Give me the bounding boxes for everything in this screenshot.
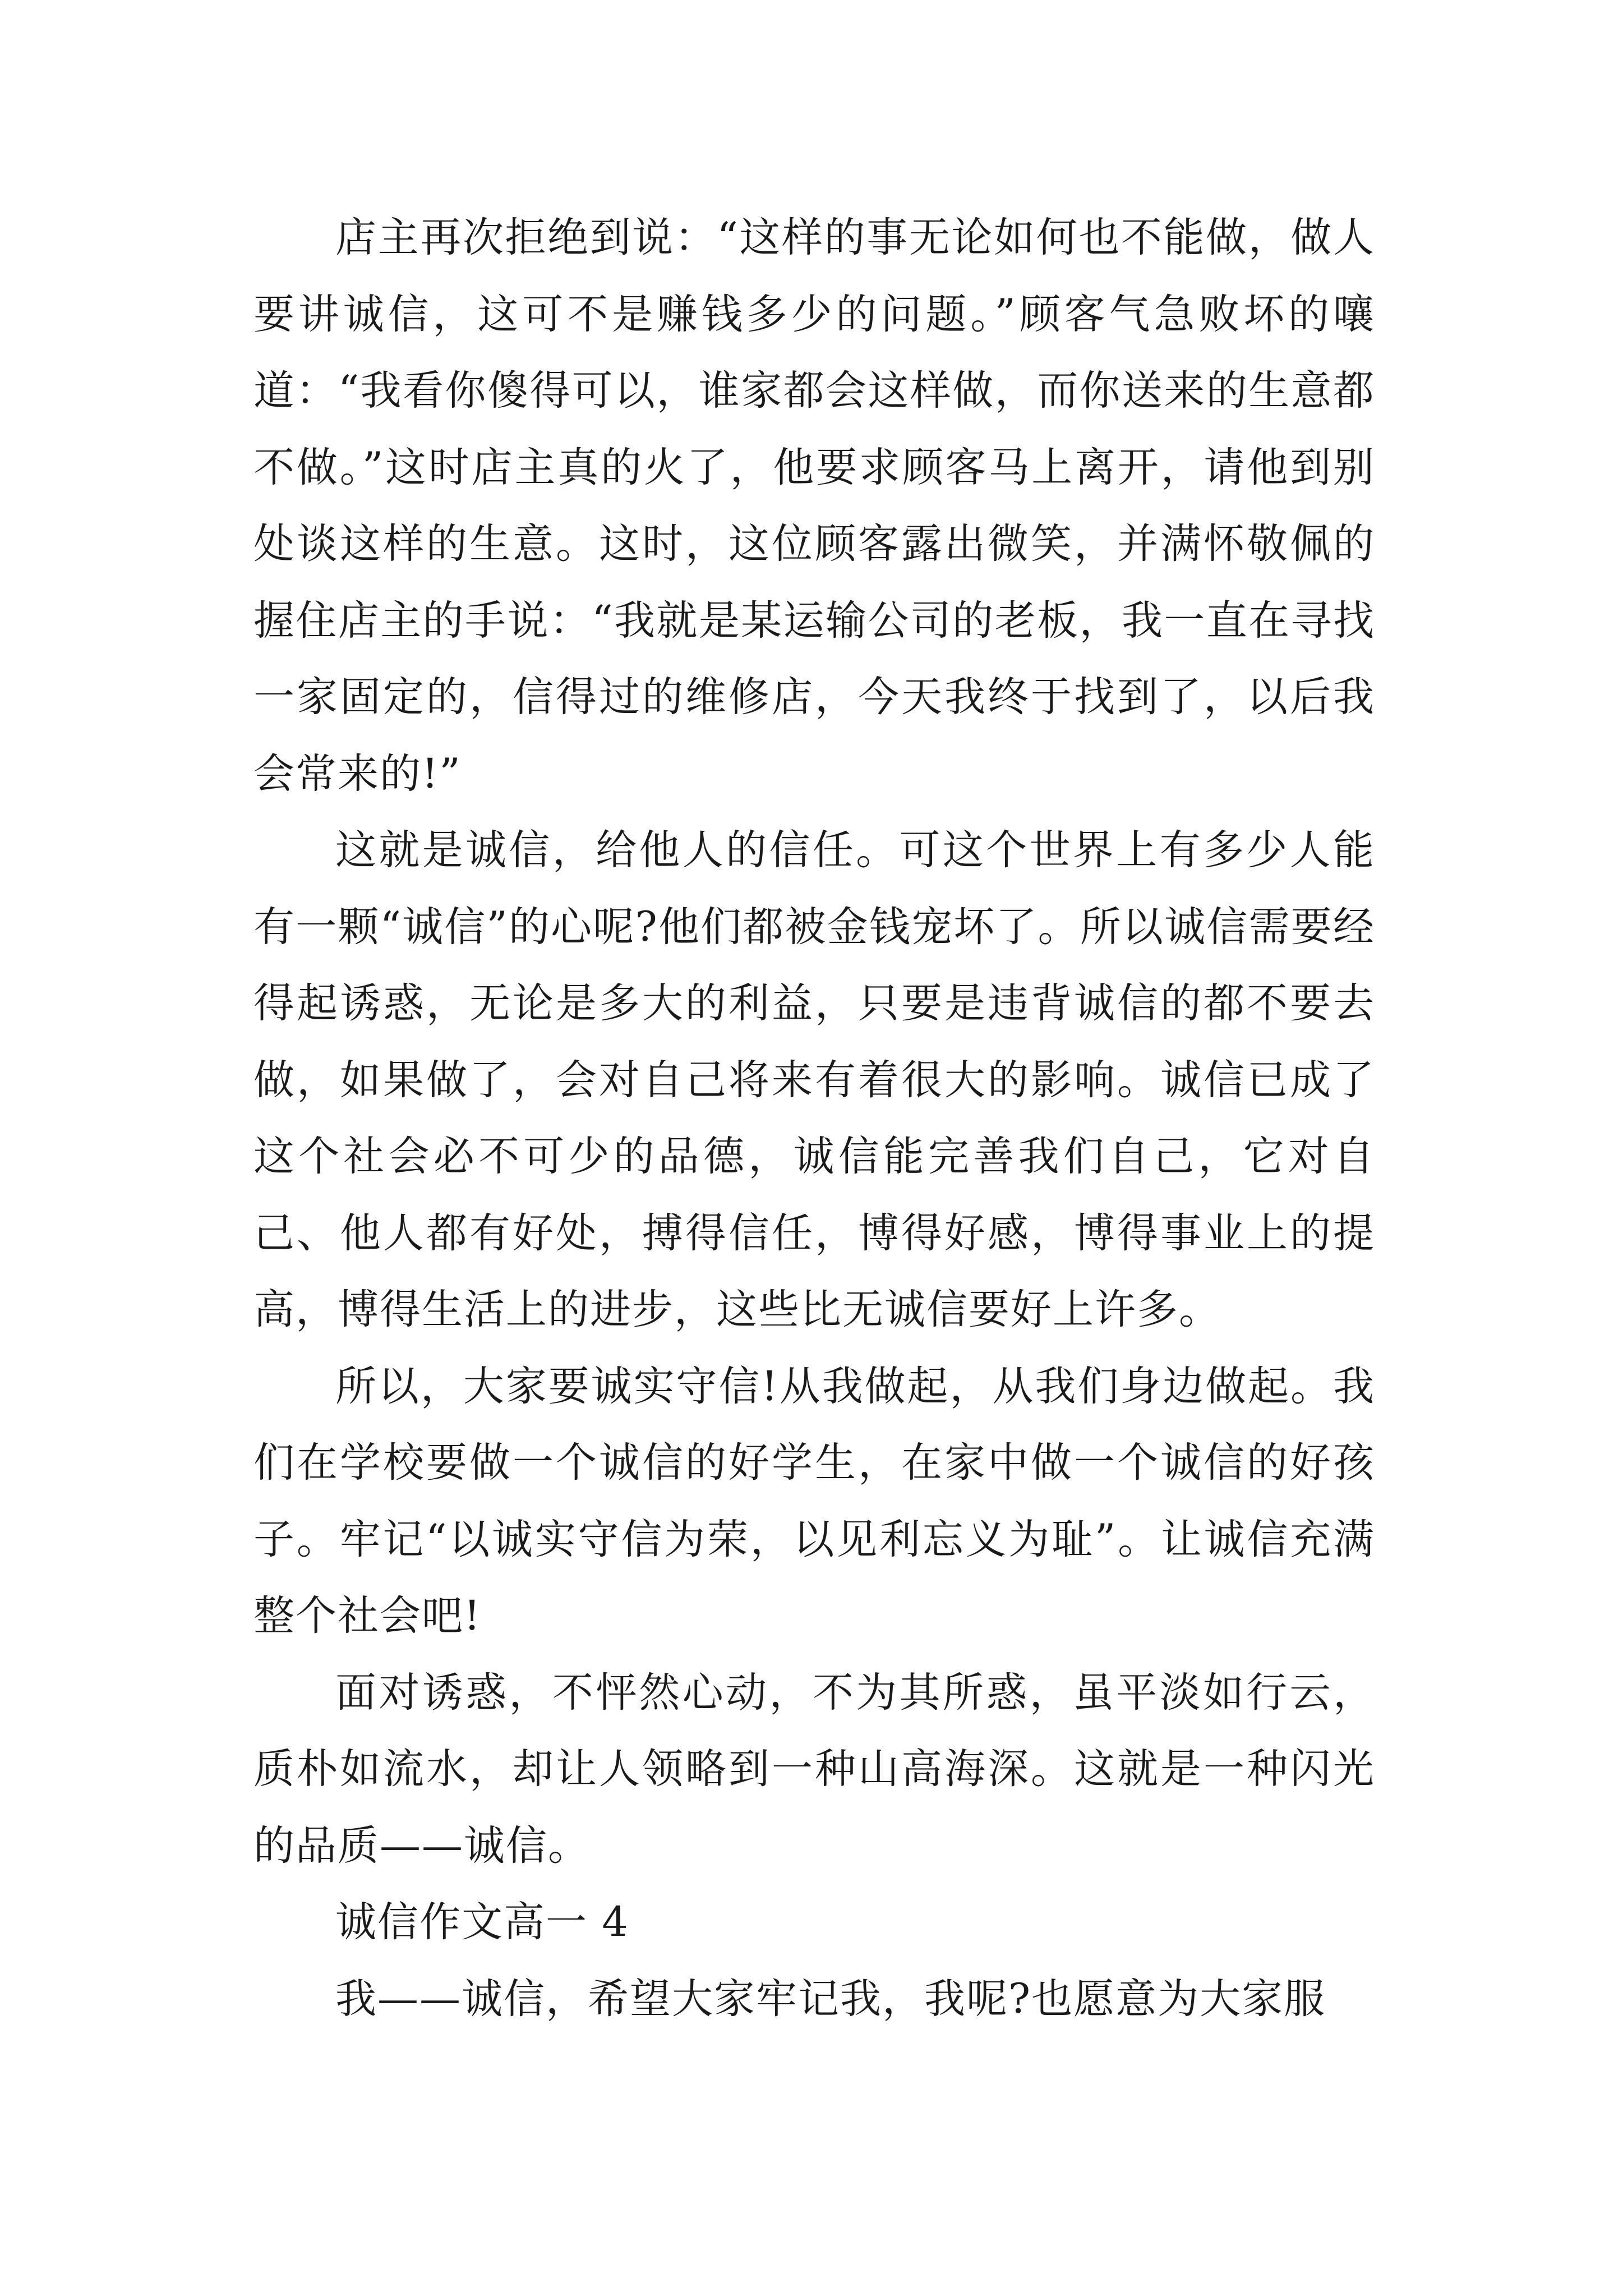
- paragraph-final: 我——诚信，希望大家牢记我，我呢?也愿意为大家服: [335, 1975, 1326, 2023]
- document-body: [253, 200, 1375, 2037]
- section-heading: 诚信作文高一 4: [335, 1898, 629, 1946]
- paragraph-call-to-action: 所以，大家要诚实守信!从我做起，从我们身边做起。我们在学校要做一个诚信的好学生，在家中做一个诚信的好孩子。牢记“以诚实守信为荣，以见利忘义为耻”。让诚信充满整个社会吧!: [253, 1362, 1375, 1640]
- paragraph-shopkeeper-story: 店主再次拒绝到说：“这样的事无论如何也不能做，做人要讲诚信，这可不是赚钱多少的问题。”顾客气急败坏的嚷道：“我看你傻得可以，谁家都会这样做，而你送来的生意都不做。”这时店主真的火了，他要求顾客马上离开，请他到别处谈这样的生意。这时，这位顾客露出微笑，并满怀敬佩的握住店主的手说：“我就是某运输公司的老板，我一直在寻找一家固定的，信得过的维修店，今天我终于找到了，以后我会常来的!”: [253, 214, 1375, 798]
- paragraph-facing-temptation: 面对诱惑，不怦然心动，不为其所惑，虽平淡如行云，质朴如流水，却让人领略到一种山高海深。这就是一种闪光的品质——诚信。: [253, 1668, 1375, 1870]
- paragraph-honesty-meaning: 这就是诚信，给他人的信任。可这个世界上有多少人能有一颗“诚信”的心呢?他们都被金钱宠坏了。所以诚信需要经得起诱惑，无论是多大的利益，只要是违背诚信的都不要去做，如果做了，会对自己将来有着很大的影响。诚信已成了这个社会必不可少的品德，诚信能完善我们自己，它对自己、他人都有好处，搏得信任，博得好感，博得事业上的提高，博得生活上的进步，这些比无诚信要好上许多。: [253, 826, 1375, 1333]
